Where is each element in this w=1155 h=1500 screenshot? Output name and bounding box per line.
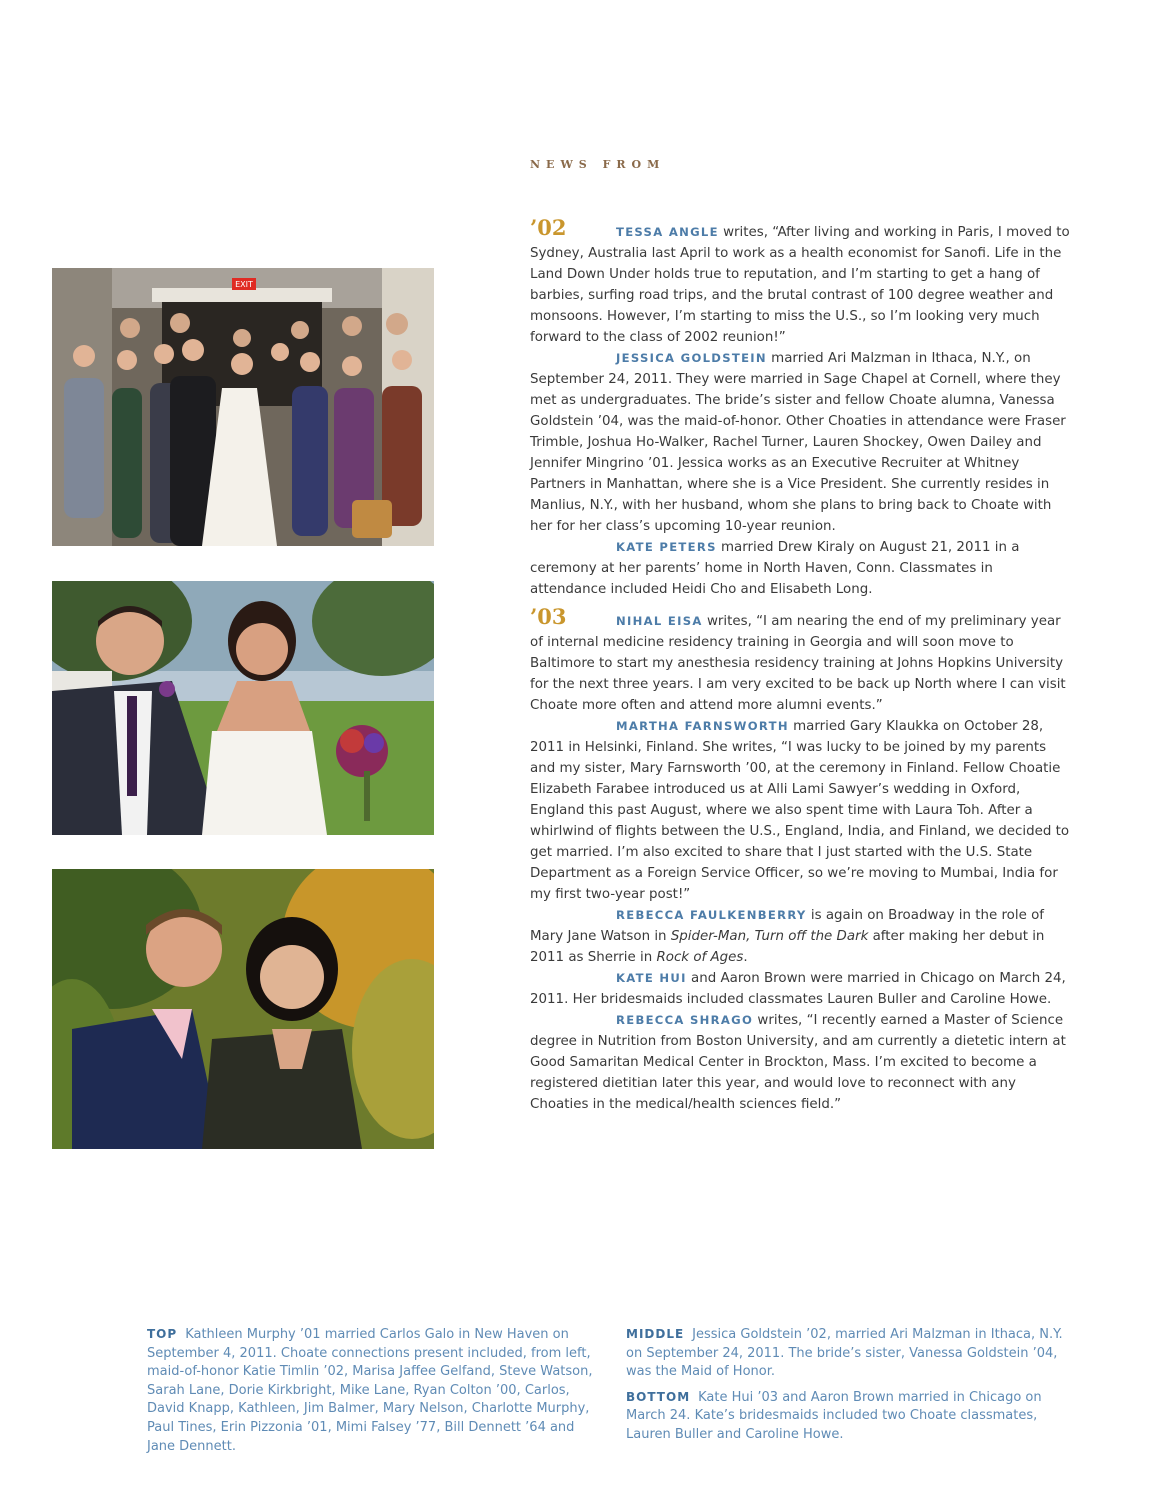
show-title: Spider-Man, Turn off the Dark [670,929,869,944]
class-note-text: writes, “I recently earned a Master of Science degree in Nutrition from Boston University, and am currently a dietetic intern at Good Samaritan Medical Center in Brockton, Mass. I’m excited to become a registered dietitian later this year, and would love to reconnect with any Choaties in the medical/health sciences field.” [530,1013,1066,1112]
class-note-text: . [743,950,748,965]
alumni-name: MARTHA FARNSWORTH [616,719,789,733]
alumni-name: REBECCA SHRAGO [616,1013,754,1027]
section-kicker: NEWS FROM [530,158,666,171]
show-title: Rock of Ages [656,950,744,965]
caption-label: MIDDLE [626,1327,685,1341]
caption-text: Kate Hui ’03 and Aaron Brown married in Chicago on March 24. Kate’s bridesmaids included two Choate classmates, Lauren Buller and Caroline Howe. [626,1389,1042,1442]
class-note-text: married Drew Kiraly on August 21, 2011 in a ceremony at her parents’ home in North Haven, Conn. Classmates in attendance included Heidi Cho and Elisabeth Long. [530,540,1020,597]
class-2002-section [530,215,1070,600]
class-note-text: writes, “After living and working in Paris, I moved to Sydney, Australia last April to work as a health economist for Sanofi. Life in the Land Down Under holds true to reputation, and I’m starting to get a hang of barbies, surfing road trips, and the brutal contrast of 100 degree weather and monsoons. However, I’m starting to miss the U.S., so I’m looking very much forward to the class of 2002 reunion!” [530,225,1070,345]
class-note-entry [530,716,1070,905]
caption-right-column [626,1325,1066,1451]
alumni-name: TESSA ANGLE [616,225,719,239]
class-note-entry [530,537,1070,600]
class-note-text: is again on Broadway in the role of Mary Jane Watson in [530,908,1045,944]
caption-label: BOTTOM [626,1389,691,1404]
class-note-entry [530,611,1070,716]
bride-groom-photo [52,581,434,835]
class-note-entry [530,968,1070,1010]
class-note-text: after making her debut in 2011 as Sherrie in [530,929,1045,965]
class-2003-section [530,604,1070,1115]
caption-text: Kathleen Murphy ’01 married Carlos Galo in New Haven on September 4, 2011. Choate connections present included, from left, maid-of-honor Katie Timlin ’02, Marisa Jaffee Gelfand, Steve Watson, Sarah Lane, Dorie Kirkbright, Mike Lane, Ryan Colton ’00, Carlos, David Knapp, Kathleen, Jim Balmer, Mary Nelson, Charlotte Murphy, Paul Tines, Erin Pizzonia ’01, Mimi Falsey ’77, Bill Dennett ’64 and Jane Dennett. [147,1327,593,1454]
alumni-name: REBECCA FAULKENBERRY [616,908,807,922]
couple-photo [52,869,434,1149]
class-note-text: married Ari Malzman in Ithaca, N.Y., on September 24, 2011. They were married in Sage Chapel at Cornell, where they met as undergraduates. The bride’s sister and fellow Choate alumna, Vanessa Goldstein ’04, was the maid-of-honor. Other Choaties in attendance were Fraser Trimble, Joshua Ho-Walker, Rachel Turner, Lauren Shockey, Owen Dailey and Jennifer Mingrino ’01. Jessica works as an Executive Recruiter at Whitney Partners in Manhattan, where she is a Vice President. She currently resides in Manlius, N.Y., with her husband, whom she plans to bring back to Choate with her for her class’s upcoming 10-year reunion. [530,351,1066,534]
alumni-name: JESSICA GOLDSTEIN [616,351,767,365]
class-note-text: married Gary Klaukka on October 28, 2011 in Helsinki, Finland. She writes, “I was lucky to be joined by my parents and my sister, Mary Farnsworth ’00, at the ceremony in Finland. Fellow Choatie Elizabeth Farabee introduced us at Alli Lami Sawyer’s wedding in Oxford, England this past August, where we also spent time with Laura Toh. After a whirlwind of flights between the U.S., England, India, and Finland, we decided to get married. I’m also excited to share that I just started with the U.S. State Department as a Foreign Service Officer, so we’re moving to Mumbai, India for my first two-year post!” [530,719,1070,902]
alumni-name: NIHAL EISA [616,614,703,628]
caption-middle [626,1325,1066,1382]
alumni-name: KATE PETERS [616,540,717,554]
class-year-label: ’02 [530,215,567,240]
caption-label: TOP [147,1327,178,1341]
class-notes-article [530,215,1070,1126]
caption-text: Jessica Goldstein ’02, married Ari Malzman in Ithaca, N.Y. on September 24, 2011. The bride’s sister, Vanessa Goldstein ’04, was the Maid of Honor. [626,1327,1063,1380]
class-note-entry [530,905,1070,968]
class-note-entry [530,1010,1070,1115]
alumni-name: KATE HUI [616,971,687,985]
class-year-label: ’03 [530,604,567,629]
class-note-entry [530,222,1070,348]
class-note-entry [530,348,1070,537]
exit-sign: EXIT [235,280,253,289]
group-wedding-photo [52,268,434,546]
caption-top [147,1325,597,1462]
class-note-text: writes, “I am nearing the end of my preliminary year of internal medicine residency training in Georgia and will soon move to Baltimore to start my anesthesia residency training at Johns Hopkins University for the next three years. I am very excited to be back up North where I can visit Choate more often and attend more alumni events.” [530,614,1066,713]
caption-bottom [626,1388,1066,1445]
class-note-text: and Aaron Brown were married in Chicago on March 24, 2011. Her bridesmaids included classmates Lauren Buller and Caroline Howe. [530,971,1066,1007]
